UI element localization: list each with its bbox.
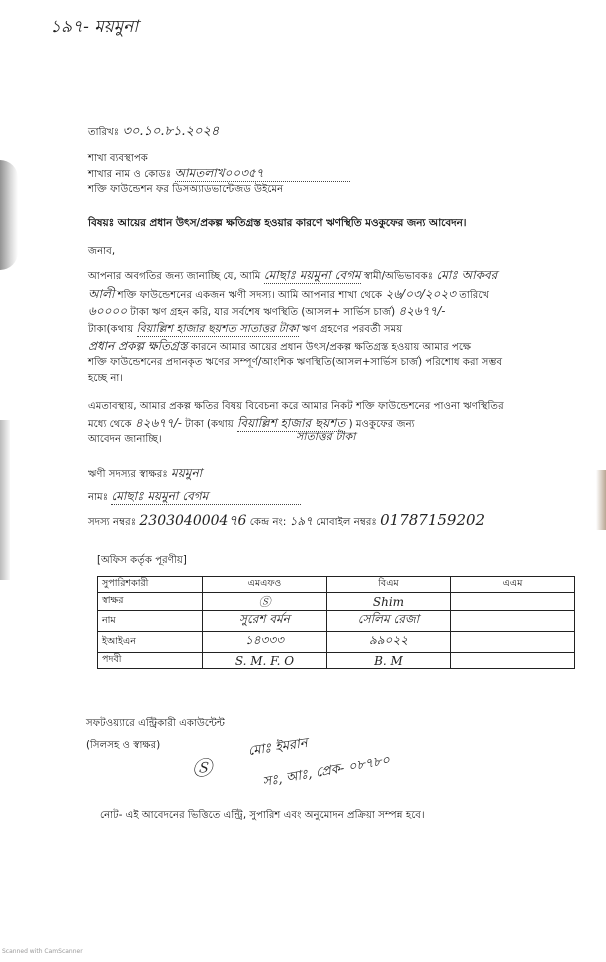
- page-shadow-left-lower: [0, 420, 10, 580]
- accountant-line1: সফটওয়্যারে এন্ট্রিকারী একাউন্টেন্ট: [86, 718, 226, 729]
- center-number: ১৯৭: [289, 514, 313, 528]
- date-value: ৩০.১০.৮১.২০২৪: [122, 124, 220, 139]
- balance-words: বিয়াল্লিশ হাজার ছয়শত সাতাত্তর টাকা: [136, 322, 299, 335]
- para1-line2: আলী শক্তি ফাউন্ডেশনের একজন ঋণী সদস্য। আমি আপনার শাখা থেকে ২৬/০৩/২০২৩ তারিখে: [88, 287, 490, 301]
- branch-value: আমতলাখ০০৩৫৭: [175, 166, 350, 182]
- table-row: নাম সুরেশ বর্মন সেলিম রেজা: [98, 611, 575, 632]
- page-shadow-left: [0, 160, 18, 270]
- recommendation-table: [97, 576, 575, 669]
- table-row: স্বাক্ষর Ⓢ Shim: [98, 593, 575, 611]
- office-label: [অফিস কর্তৃক পূরণীয়]: [97, 555, 187, 566]
- damage-reason: প্রধান প্রকল্প ক্ষতিগ্রস্ত: [88, 339, 188, 353]
- date-line: [88, 124, 219, 140]
- para2-line2: মধ্যে থেকে ৪২৬৭৭/- টাকা (কথায় বিয়াল্লিশ হাজার ছয়শত ) মওকুফের জন্য: [88, 416, 415, 430]
- waiver-amount: ৪২৬৭৭/-: [134, 416, 182, 430]
- table-header-row: [98, 577, 575, 593]
- table-header: এমএফও: [202, 577, 326, 593]
- para1-line6: শক্তি ফাউন্ডেশনের প্রদানকৃত ঋণের সম্পূর্ণ/আংশিক ঋণস্থিতি(আসল+সার্ভিস চার্জ) পরিশোধ করা সম্ভব: [88, 357, 503, 368]
- table-row: ইআইএন ১৪৩৩৩ ৯৯০২২: [98, 632, 575, 653]
- member-name-inline: মোছাঃ ময়মুনা বেগম: [263, 268, 361, 282]
- mobile-number: 01787159202: [380, 511, 486, 529]
- addressee-line3: শক্তি ফাউন্ডেশন ফর ডিসঅ্যাডভান্টেজড উইমেন: [88, 184, 284, 195]
- member-signature: ময়মুনা: [171, 466, 203, 480]
- table-header: সুপারিশকারী: [98, 577, 203, 593]
- table-header: বিএম: [326, 577, 450, 593]
- table-header: এএম: [450, 577, 574, 593]
- guardian-name: মোঃ আকবর: [436, 268, 498, 282]
- scanner-watermark: Scanned with CamScanner: [2, 948, 83, 955]
- loan-amount: ৬০০০০: [88, 304, 128, 318]
- para1-line7: হচ্ছে না।: [88, 373, 124, 384]
- mfo-signature: Ⓢ: [202, 593, 326, 611]
- para2-line3: আবেদন জানাচ্ছি।: [88, 434, 162, 445]
- accountant-stamp-name: মোঃ ইমরান: [247, 735, 309, 760]
- member-name: মোছাঃ ময়মুনা বেগম: [111, 489, 301, 505]
- loan-date: ২৬/০৩/২০২৩: [385, 287, 456, 301]
- accountant-line2: (সিলসহ ও স্বাক্ষর): [86, 740, 161, 751]
- accountant-stamp-detail: সঃ, আঃ, প্রেক- ০৮৭৮০: [261, 752, 392, 791]
- date-label: তারিখঃ: [88, 127, 120, 138]
- table-row: পদবী S. M. F. O B. M: [98, 653, 575, 669]
- accountant-signature: Ⓢ: [192, 756, 212, 780]
- para1-line1: আপনার অবগতির জন্য জানাচ্ছি যে, আমি মোছাঃ ময়মুনা বেগম স্বামী/অভিভাবকঃ মোঃ আকবর: [88, 268, 498, 282]
- loan-balance: ৪২৬৭৭/-: [398, 304, 446, 318]
- member-sign-line: ঋণী সদস্যর স্বাক্ষরঃ ময়মুনা: [88, 466, 203, 480]
- para1-line5: প্রধান প্রকল্প ক্ষতিগ্রস্ত কারনে আমার আয়ের প্রধান উৎস/প্রকল্প ক্ষতিগ্রস্ত হওয়ায় আমার পক্ষে: [88, 339, 472, 353]
- member-id: 2303040004৭6: [139, 513, 247, 529]
- para2-line1: এমতাবস্থায়, আমার প্রকল্প ক্ষতির বিষয় বিবেচনা করে আমার নিকট শক্তি ফাউন্ডেশনের পাওনা ঋণস্থিতির: [88, 401, 504, 412]
- waiver-words: বিয়াল্লিশ হাজার ছয়শত: [236, 416, 346, 430]
- page-shadow-right: [596, 470, 606, 530]
- subject: বিষয়ঃ আয়ের প্রধান উৎস/প্রকল্প ক্ষতিগ্রস্ত হওয়ার কারণে ঋণস্থিতি মওকুফের জন্য আবেদন।: [88, 217, 467, 229]
- branch-label: শাখার নাম ও কোডঃ: [88, 169, 172, 180]
- para1-line4: টাকা(কথায় বিয়াল্লিশ হাজার ছয়শত সাতাত্তর টাকা ঋণ গ্রহণের পরবর্তী সময়: [88, 322, 403, 335]
- waiver-words-continued: সাতাত্তর টাকা: [296, 430, 356, 443]
- top-handwritten-note: ১৯৭- ময়মুনা: [50, 17, 139, 37]
- bm-signature: Shim: [326, 593, 450, 611]
- member-name-line: নামঃ মোছাঃ ময়মুনা বেগম: [88, 489, 301, 505]
- addressee-line1: শাখা ব্যবস্থাপক: [88, 153, 148, 164]
- salutation: জনাব,: [88, 246, 116, 257]
- addressee-line2: [88, 166, 350, 182]
- footer-note: নোট- এই আবেদনের ভিত্তিতে এন্ট্রি, সুপারিশ এবং অনুমোদন প্রক্রিয়া সম্পন্ন হবে।: [100, 810, 425, 821]
- member-id-line: সদস্য নম্বরঃ 2303040004৭6 কেন্দ্র নং: ১৯৭ মোবাইল নম্বরঃ 01787159202: [88, 511, 486, 529]
- para1-line3: ৬০০০০ টাকা ঋণ গ্রহন করি, যার সর্বশেষ ঋণস্থিতি (আসল+ সার্ভিস চার্জ) ৪২৬৭৭/-: [88, 304, 446, 318]
